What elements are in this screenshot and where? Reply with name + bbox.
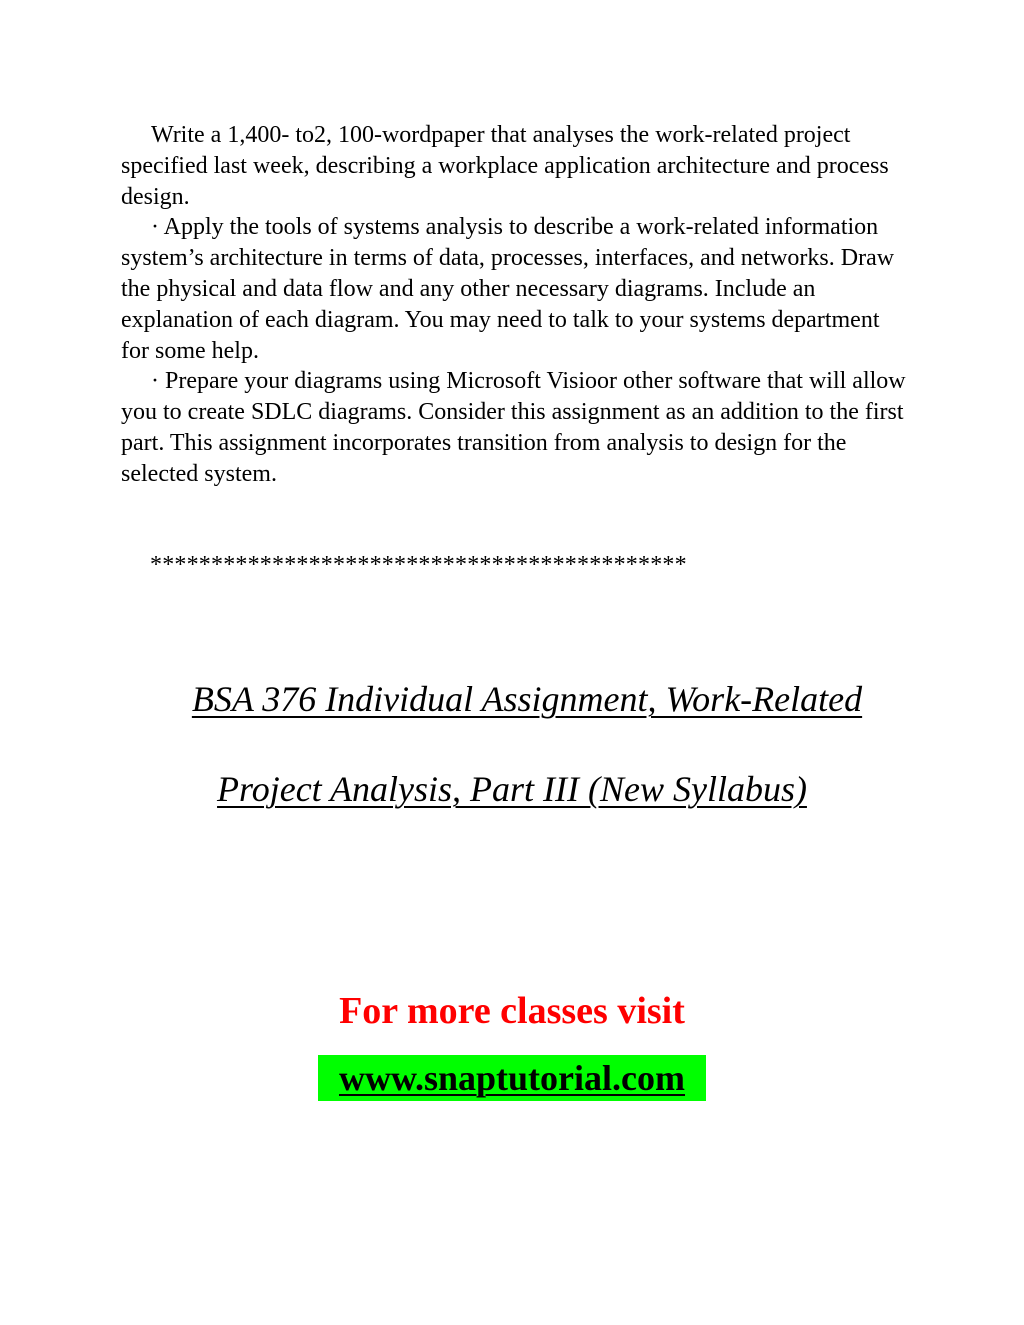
document-title	[0, 676, 1024, 856]
title-line-1	[0, 676, 1024, 722]
title-line-2	[0, 766, 1024, 812]
asterisk-separator: ********************************************	[150, 552, 687, 578]
title-line-2-text: Project Analysis, Part III (New Syllabus)	[217, 769, 807, 809]
snaptutorial-link[interactable]: www.snaptutorial.com	[318, 1055, 706, 1101]
promo-text: For more classes visit	[339, 990, 685, 1032]
paragraph-intro: Write a 1,400- to2, 100-wordpaper that analyses the work-related project specified last week, describing a workplace application architecture and process design.	[121, 122, 889, 210]
title-line-1-text: BSA 376 Individual Assignment, Work-Related	[191, 679, 863, 719]
paragraph-apply-tools: · Apply the tools of systems analysis to describe a work-related information system’s architecture in terms of data, processes, interfaces, and networks. Draw the physical and data flow and any other necessary diagrams. Include an explanation of each diagram. You may need to talk to your systems department for some help.	[121, 214, 895, 364]
paragraph-prepare-diagrams: · Prepare your diagrams using Microsoft Visioor other software that will allow you to create SDLC diagrams. Consider this assignment as an addition to the first part. This assignment incorporates transition from analysis to design for the selected system.	[121, 368, 906, 487]
assignment-description	[121, 120, 911, 490]
